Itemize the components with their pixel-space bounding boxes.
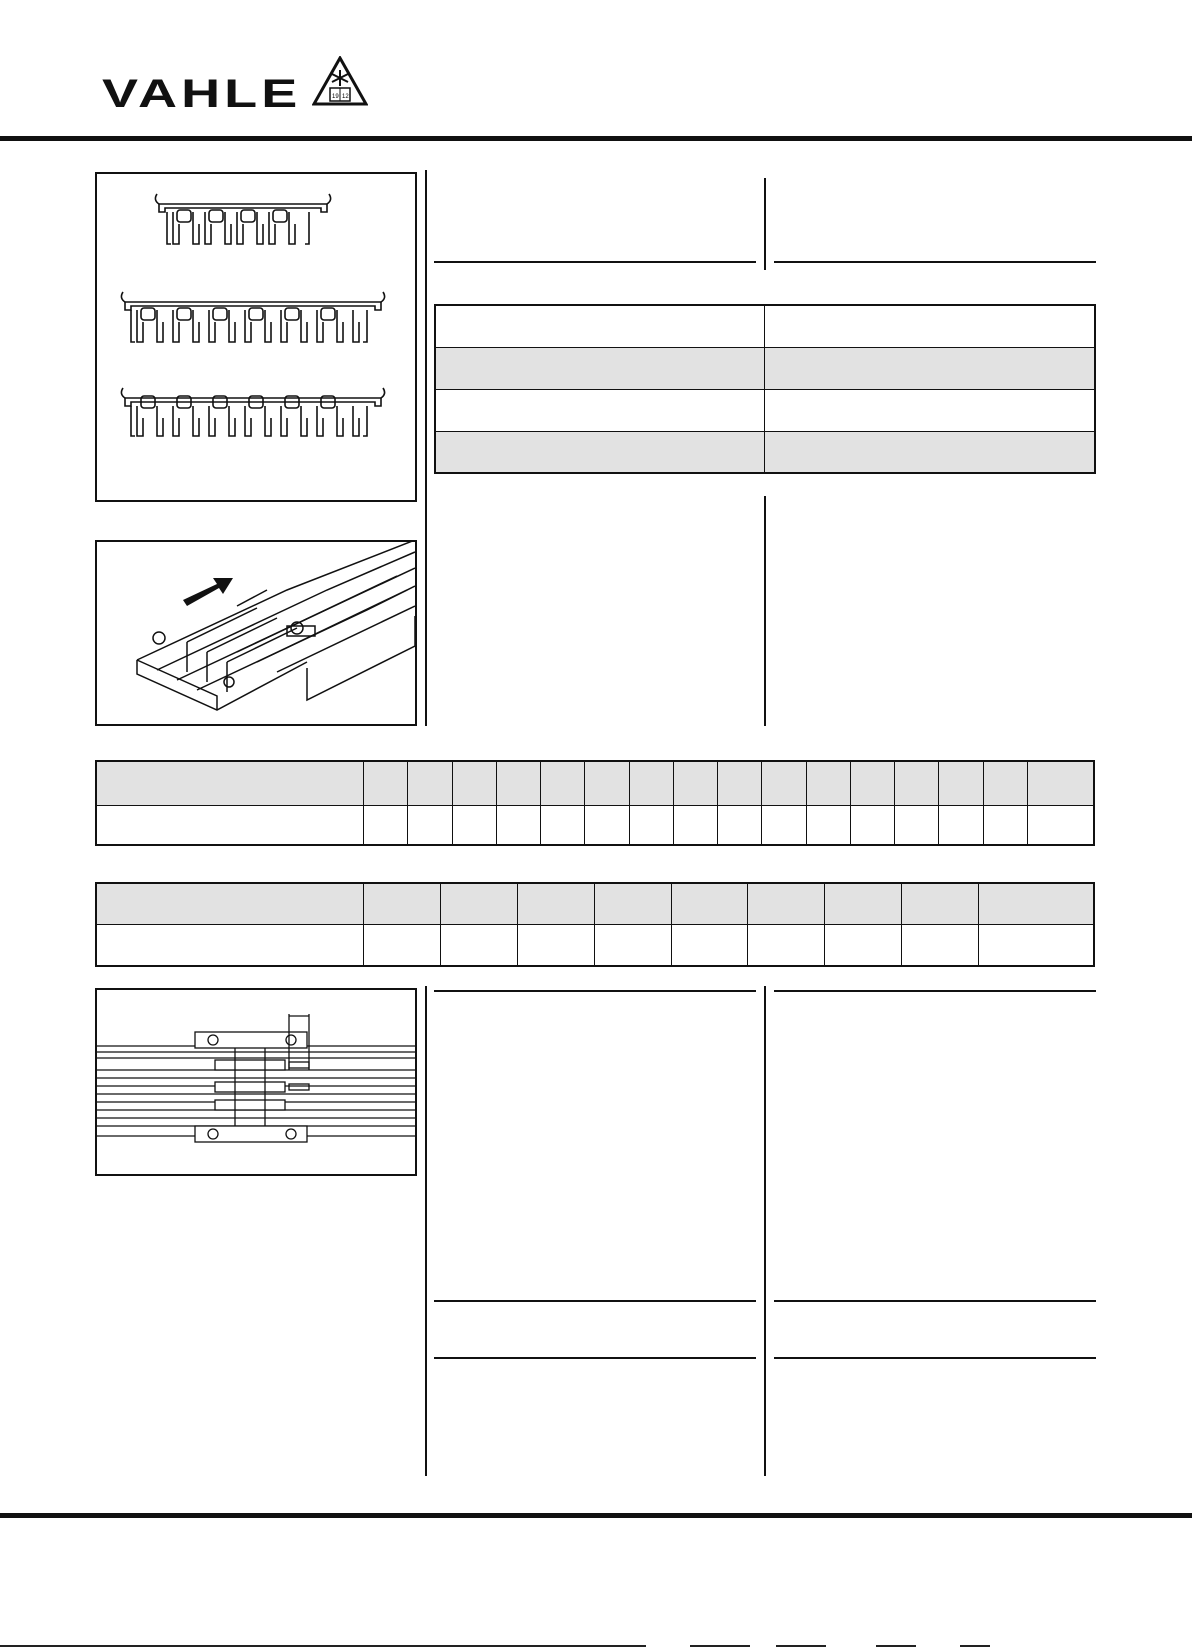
spec-table: [434, 304, 1096, 474]
spec-row: [435, 431, 1095, 473]
rule-col2-lower-top: [774, 990, 1096, 992]
values-table-1: [95, 760, 1095, 846]
column-divider-left-top: [425, 170, 427, 726]
rail-perspective-drawing: [97, 542, 415, 724]
brand-logo-text: VAHLE: [102, 72, 302, 116]
rule-col2-top: [774, 261, 1096, 263]
footer-strip-mark: [960, 1645, 990, 1647]
profiles-drawing: [97, 174, 415, 500]
direction-arrow-icon: [183, 578, 233, 606]
column-divider-left-bottom: [425, 986, 427, 1476]
header-rule: [0, 136, 1192, 141]
rule-col1-lower-top: [434, 990, 756, 992]
values-table-1-header: [96, 761, 1094, 805]
rule-col2-lower-mid: [774, 1300, 1096, 1302]
footer-rule: [0, 1513, 1192, 1518]
footer-strip-mark: [776, 1645, 826, 1647]
values-table-2-row: [96, 925, 1094, 967]
footer-strip-mark: [690, 1645, 750, 1647]
spec-row: [435, 347, 1095, 389]
spec-row: [435, 389, 1095, 431]
values-table-2-header: [96, 883, 1094, 925]
emblem-year-left: 19: [332, 94, 339, 100]
values-table-2: [95, 882, 1095, 967]
rule-col1-lower-bottom: [434, 1357, 756, 1359]
column-divider-right-mid: [764, 496, 766, 726]
column-divider-right-bottom: [764, 986, 766, 1476]
footer-strip-mark: [876, 1645, 916, 1647]
figure-profiles: [95, 172, 417, 502]
rail-top-view-drawing: [97, 990, 415, 1174]
column-divider-right-top: [764, 178, 766, 270]
rule-col1-lower-mid: [434, 1300, 756, 1302]
spec-row: [435, 305, 1095, 347]
figure-rail-top-view: [95, 988, 417, 1176]
emblem-year-right: 12: [342, 94, 349, 100]
brand-emblem-icon: [312, 56, 368, 106]
figure-rail-perspective: [95, 540, 417, 726]
rule-col2-lower-bottom: [774, 1357, 1096, 1359]
values-table-1-row: [96, 805, 1094, 845]
footer-strip-left: [0, 1645, 646, 1647]
rule-col1-top: [434, 261, 756, 263]
